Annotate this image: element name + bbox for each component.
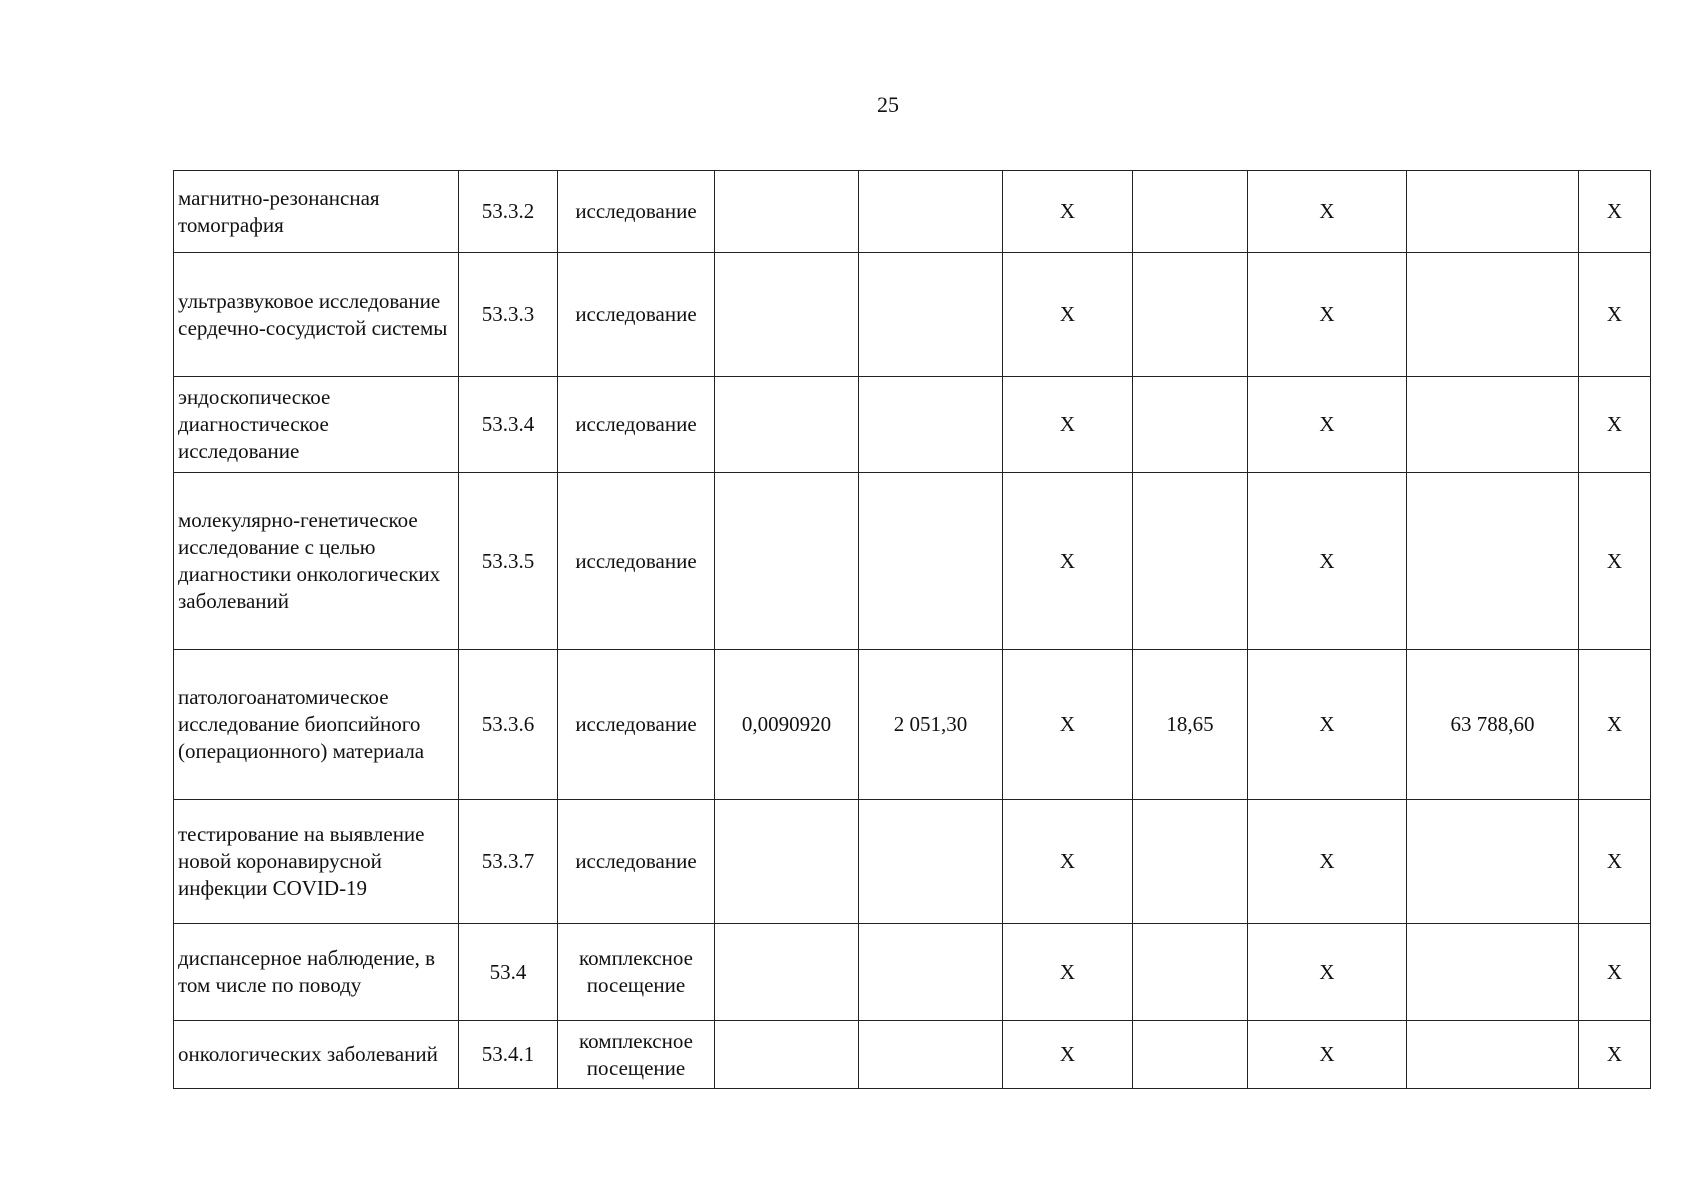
cell-value: X	[1579, 924, 1651, 1021]
table-row	[174, 1021, 1651, 1089]
cell-value	[1407, 924, 1579, 1021]
cell-value: X	[1003, 800, 1133, 924]
cell-value: X	[1579, 253, 1651, 377]
cell-value	[1133, 1021, 1248, 1089]
cell-value: X	[1003, 1021, 1133, 1089]
service-name: магнитно-резонансная томография	[174, 171, 459, 253]
unit: комплексное посещение	[558, 924, 715, 1021]
data-table	[173, 170, 1651, 1089]
cell-value: X	[1579, 377, 1651, 473]
cell-value	[1407, 1021, 1579, 1089]
cell-value: 18,65	[1133, 650, 1248, 800]
table-row	[174, 800, 1651, 924]
service-name: патологоанатомическое исследование биопсийного (операционного) материала	[174, 650, 459, 800]
cell-value: X	[1003, 171, 1133, 253]
cell-value: X	[1003, 650, 1133, 800]
row-code: 53.3.3	[459, 253, 558, 377]
row-code: 53.3.5	[459, 473, 558, 650]
service-name: эндоскопическое диагностическое исследование	[174, 377, 459, 473]
cell-value	[1133, 171, 1248, 253]
cell-value: X	[1003, 924, 1133, 1021]
cell-value	[1407, 171, 1579, 253]
unit: комплексное посещение	[558, 1021, 715, 1089]
service-name: ультразвуковое исследование сердечно-сосудистой системы	[174, 253, 459, 377]
cell-value	[859, 253, 1003, 377]
table-row	[174, 924, 1651, 1021]
cell-value: X	[1579, 473, 1651, 650]
cell-value: X	[1248, 800, 1407, 924]
cell-value: X	[1579, 800, 1651, 924]
service-name: молекулярно-генетическое исследование с целью диагностики онкологических заболеваний	[174, 473, 459, 650]
unit: исследование	[558, 171, 715, 253]
unit: исследование	[558, 650, 715, 800]
cell-value: X	[1248, 650, 1407, 800]
cell-value: X	[1003, 253, 1133, 377]
cell-value	[715, 800, 859, 924]
cell-value	[715, 377, 859, 473]
cell-value	[715, 171, 859, 253]
cell-value: X	[1248, 924, 1407, 1021]
service-name: тестирование на выявление новой коронавирусной инфекции COVID-19	[174, 800, 459, 924]
row-code: 53.3.4	[459, 377, 558, 473]
unit: исследование	[558, 473, 715, 650]
service-name: онкологических заболеваний	[174, 1021, 459, 1089]
cell-value	[1407, 473, 1579, 650]
cell-value: X	[1579, 171, 1651, 253]
cell-value	[859, 473, 1003, 650]
cell-value: X	[1579, 650, 1651, 800]
cell-value: X	[1579, 1021, 1651, 1089]
cell-value	[859, 800, 1003, 924]
row-code: 53.4	[459, 924, 558, 1021]
cell-value	[1407, 253, 1579, 377]
cell-value	[1133, 800, 1248, 924]
cell-value: X	[1248, 253, 1407, 377]
cell-value: 0,0090920	[715, 650, 859, 800]
table-row	[174, 377, 1651, 473]
table-row	[174, 171, 1651, 253]
cell-value	[1133, 253, 1248, 377]
table-row	[174, 473, 1651, 650]
unit: исследование	[558, 800, 715, 924]
cell-value: X	[1248, 473, 1407, 650]
cell-value	[715, 253, 859, 377]
cell-value	[1133, 924, 1248, 1021]
cell-value	[1133, 377, 1248, 473]
row-code: 53.3.7	[459, 800, 558, 924]
cell-value	[715, 1021, 859, 1089]
cell-value	[715, 924, 859, 1021]
unit: исследование	[558, 377, 715, 473]
cell-value	[859, 377, 1003, 473]
cell-value: 2 051,30	[859, 650, 1003, 800]
row-code: 53.3.2	[459, 171, 558, 253]
cell-value: X	[1248, 377, 1407, 473]
cell-value	[1407, 377, 1579, 473]
unit: исследование	[558, 253, 715, 377]
cell-value	[859, 1021, 1003, 1089]
cell-value: X	[1003, 377, 1133, 473]
row-code: 53.4.1	[459, 1021, 558, 1089]
table-row	[174, 253, 1651, 377]
page-number: 25	[877, 92, 899, 117]
cell-value	[715, 473, 859, 650]
cell-value	[1407, 800, 1579, 924]
cell-value: X	[1248, 1021, 1407, 1089]
cell-value	[859, 924, 1003, 1021]
cell-value: X	[1003, 473, 1133, 650]
cell-value	[859, 171, 1003, 253]
cell-value: 63 788,60	[1407, 650, 1579, 800]
cell-value: X	[1248, 171, 1407, 253]
row-code: 53.3.6	[459, 650, 558, 800]
service-name: диспансерное наблюдение, в том числе по поводу	[174, 924, 459, 1021]
cell-value	[1133, 473, 1248, 650]
table-row	[174, 650, 1651, 800]
